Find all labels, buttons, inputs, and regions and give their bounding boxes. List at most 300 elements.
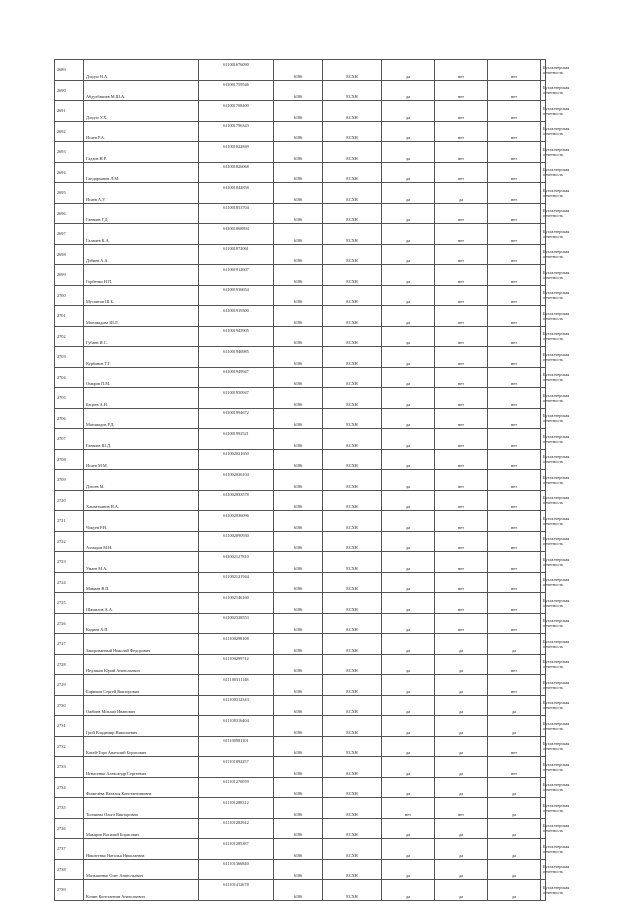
taxpayer-name-cell: Абдулбакиев М.Ш.А. xyxy=(84,80,199,101)
flag-a-cell: да xyxy=(382,449,435,470)
row-number-cell: 2703 xyxy=(55,347,84,368)
flag-b-cell: да xyxy=(435,695,488,716)
flag-a-cell: нет xyxy=(382,798,435,819)
flag-c-cell: нет xyxy=(488,511,541,532)
flag-a-cell: да xyxy=(382,675,435,696)
inn-number-cell: 611001994672 xyxy=(199,408,274,429)
tax-office-code-cell: 6186 xyxy=(274,60,323,81)
taxpayer-name-cell: Умаев М.А. xyxy=(84,552,199,573)
tax-office-code-cell: 6186 xyxy=(274,285,323,306)
tax-regime-cell: ЕСХН xyxy=(323,859,382,880)
report-type-cell: Бухгалтерская отчетность xyxy=(541,449,546,470)
report-type-cell: Бухгалтерская отчетность xyxy=(541,183,546,204)
table-row xyxy=(55,634,546,655)
flag-a-cell: да xyxy=(382,347,435,368)
flag-b-cell: да xyxy=(435,736,488,757)
flag-c-cell: нет xyxy=(488,60,541,81)
taxpayer-name-cell: Дзгоев М. xyxy=(84,470,199,491)
inn-number-cell: 611101285387 xyxy=(199,839,274,860)
inn-number-cell: 611002026104 xyxy=(199,470,274,491)
report-type-cell: Бухгалтерская отчетность xyxy=(541,798,546,819)
taxpayer-name-cell: Хамзатханов Н.А. xyxy=(84,490,199,511)
flag-a-cell: да xyxy=(382,511,435,532)
inn-number-cell: 611001950947 xyxy=(199,388,274,409)
flag-c-cell: нет xyxy=(488,613,541,634)
flag-a-cell: да xyxy=(382,60,435,81)
flag-a-cell: да xyxy=(382,716,435,737)
row-number-cell: 2727 xyxy=(55,634,84,655)
report-type-cell: Бухгалтерская отчетность xyxy=(541,593,546,614)
tax-office-code-cell: 6186 xyxy=(274,101,323,122)
flag-b-cell: да xyxy=(435,839,488,860)
tax-office-code-cell: 6186 xyxy=(274,511,323,532)
tax-office-code-cell: 6186 xyxy=(274,675,323,696)
taxpayer-name-cell: Фомичёва Наталья Константиновна xyxy=(84,777,199,798)
inn-number-cell: 611101282942 xyxy=(199,818,274,839)
flag-a-cell: да xyxy=(382,490,435,511)
report-type-cell: Бухгалтерская отчетность xyxy=(541,716,546,737)
tax-office-code-cell: 6186 xyxy=(274,818,323,839)
taxpayer-name-cell: Чокуев Р.Н. xyxy=(84,511,199,532)
row-number-cell: 2689 xyxy=(55,60,84,81)
report-type-cell: Бухгалтерская отчетность xyxy=(541,388,546,409)
flag-c-cell: нет xyxy=(488,142,541,163)
flag-a-cell: да xyxy=(382,142,435,163)
flag-c-cell: нет xyxy=(488,121,541,142)
flag-b-cell: нет xyxy=(435,470,488,491)
tax-regime-cell: ЕСХН xyxy=(323,511,382,532)
report-type-cell: Бухгалтерская отчетность xyxy=(541,203,546,224)
row-number-cell: 2731 xyxy=(55,716,84,737)
tax-office-code-cell: 6186 xyxy=(274,449,323,470)
report-type-cell: Бухгалтерская отчетность xyxy=(541,695,546,716)
flag-c-cell: нет xyxy=(488,162,541,183)
table-row xyxy=(55,736,546,757)
table-row xyxy=(55,408,546,429)
inn-number-cell: 611001759546 xyxy=(199,80,274,101)
taxpayer-name-cell: Гаевиев Ш.Д. xyxy=(84,429,199,450)
inn-number-cell: 611001919300 xyxy=(199,306,274,327)
inn-number-cell: 611001768400 xyxy=(199,101,274,122)
tax-office-code-cell: 6186 xyxy=(274,613,323,634)
inn-number-cell: 611001945905 xyxy=(199,326,274,347)
flag-c-cell: нет xyxy=(488,265,541,286)
tax-regime-cell: ЕСХН xyxy=(323,531,382,552)
inn-number-cell: 611001912607 xyxy=(199,265,274,286)
row-number-cell: 2700 xyxy=(55,285,84,306)
taxpayer-name-cell: Омаров П.М. xyxy=(84,367,199,388)
taxpayer-name-cell: Ахмадов М.Н. xyxy=(84,531,199,552)
report-type-cell: Бухгалтерская отчетность xyxy=(541,572,546,593)
flag-b-cell: нет xyxy=(435,490,488,511)
inn-number-cell: 611101366840 xyxy=(199,859,274,880)
flag-c-cell: нет xyxy=(488,675,541,696)
report-type-cell: Бухгалтерская отчетность xyxy=(541,757,546,778)
taxpayer-name-cell: Мамаев В.П. xyxy=(84,572,199,593)
flag-a-cell: да xyxy=(382,880,435,901)
inn-number-cell: 611001992521 xyxy=(199,429,274,450)
flag-b-cell: да xyxy=(435,818,488,839)
flag-c-cell: да xyxy=(488,859,541,880)
taxpayer-name-cell: Исаев А.У. xyxy=(84,183,199,204)
tax-regime-cell: ЕСХН xyxy=(323,839,382,860)
inn-number-cell: 611001676090 xyxy=(199,60,274,81)
flag-c-cell: нет xyxy=(488,572,541,593)
row-number-cell: 2701 xyxy=(55,306,84,327)
table-row xyxy=(55,162,546,183)
flag-a-cell: да xyxy=(382,265,435,286)
flag-a-cell: да xyxy=(382,736,435,757)
tax-office-code-cell: 6186 xyxy=(274,634,323,655)
tax-regime-cell: ЕСХН xyxy=(323,408,382,429)
flag-a-cell: да xyxy=(382,121,435,142)
row-number-cell: 2726 xyxy=(55,613,84,634)
tax-regime-cell: ЕСХН xyxy=(323,654,382,675)
flag-c-cell: нет xyxy=(488,388,541,409)
flag-a-cell: да xyxy=(382,757,435,778)
row-number-cell: 2706 xyxy=(55,408,84,429)
taxpayer-name-cell: Исаев Р.А. xyxy=(84,121,199,142)
inn-number-cell: 611101092257 xyxy=(199,757,274,778)
taxpayer-name-cell: Дзодзо У.Х. xyxy=(84,101,199,122)
flag-c-cell: нет xyxy=(488,203,541,224)
table-row xyxy=(55,101,546,122)
flag-b-cell: нет xyxy=(435,306,488,327)
flag-a-cell: да xyxy=(382,101,435,122)
report-type-cell: Бухгалтерская отчетность xyxy=(541,347,546,368)
row-number-cell: 2728 xyxy=(55,654,84,675)
report-type-cell: Бухгалтерская отчетность xyxy=(541,285,546,306)
flag-c-cell: да xyxy=(488,818,541,839)
table-row xyxy=(55,203,546,224)
inn-number-cell: 611002021650 xyxy=(199,449,274,470)
tax-office-code-cell: 6186 xyxy=(274,347,323,368)
report-type-cell: Бухгалтерская отчетность xyxy=(541,777,546,798)
taxpayer-name-cell: Магомадов Р.Д. xyxy=(84,408,199,429)
tax-office-code-cell: 6186 xyxy=(274,716,323,737)
report-type-cell: Бухгалтерская отчетность xyxy=(541,80,546,101)
tax-regime-cell: ЕСХН xyxy=(323,757,382,778)
flag-b-cell: нет xyxy=(435,552,488,573)
row-number-cell: 2705 xyxy=(55,388,84,409)
tax-office-code-cell: 6186 xyxy=(274,490,323,511)
tax-office-code-cell: 6186 xyxy=(274,306,323,327)
row-number-cell: 2696 xyxy=(55,203,84,224)
flag-a-cell: да xyxy=(382,367,435,388)
report-type-cell: Бухгалтерская отчетность xyxy=(541,511,546,532)
report-type-cell: Бухгалтерская отчетность xyxy=(541,859,546,880)
tax-office-code-cell: 6186 xyxy=(274,859,323,880)
flag-b-cell: нет xyxy=(435,572,488,593)
flag-c-cell: да xyxy=(488,777,541,798)
report-type-cell: Бухгалтерская отчетность xyxy=(541,613,546,634)
flag-a-cell: да xyxy=(382,839,435,860)
report-type-cell: Бухгалтерская отчетность xyxy=(541,634,546,655)
row-number-cell: 2692 xyxy=(55,121,84,142)
report-type-cell: Бухгалтерская отчетность xyxy=(541,306,546,327)
table-row xyxy=(55,449,546,470)
table-row xyxy=(55,511,546,532)
flag-c-cell: нет xyxy=(488,654,541,675)
tax-office-code-cell: 6186 xyxy=(274,654,323,675)
taxpayer-name-cell: Ожбиев Михаил Иванович xyxy=(84,695,199,716)
flag-b-cell: нет xyxy=(435,265,488,286)
flag-b-cell: нет xyxy=(435,244,488,265)
row-number-cell: 2739 xyxy=(55,880,84,901)
tax-regime-cell: ЕСХН xyxy=(323,429,382,450)
flag-b-cell: нет xyxy=(435,408,488,429)
report-type-cell: Бухгалтерская отчетность xyxy=(541,265,546,286)
tax-office-code-cell: 6186 xyxy=(274,593,323,614)
taxpayer-name-cell: Горбенко Н.П. xyxy=(84,265,199,286)
row-number-cell: 2722 xyxy=(55,531,84,552)
tax-office-code-cell: 6186 xyxy=(274,429,323,450)
flag-c-cell: нет xyxy=(488,244,541,265)
table-row xyxy=(55,654,546,675)
row-number-cell: 2733 xyxy=(55,757,84,778)
tax-regime-cell: ЕСХН xyxy=(323,203,382,224)
taxpayer-name-cell: Магомадова Ш.Л. xyxy=(84,306,199,327)
flag-a-cell: да xyxy=(382,634,435,655)
tax-regime-cell: ЕСХН xyxy=(323,121,382,142)
taxpayer-table xyxy=(54,59,570,901)
flag-b-cell: нет xyxy=(435,285,488,306)
row-number-cell: 2699 xyxy=(55,265,84,286)
tax-regime-cell: ЕСХН xyxy=(323,367,382,388)
taxpayer-name-cell: Шамилов А.А. xyxy=(84,593,199,614)
row-number-cell: 2730 xyxy=(55,695,84,716)
taxpayer-name-cell: Дзбиев А.А. xyxy=(84,244,199,265)
flag-c-cell: нет xyxy=(488,490,541,511)
taxpayer-name-cell: Кочин Константин Анатольевич xyxy=(84,880,199,901)
flag-a-cell: да xyxy=(382,572,435,593)
report-type-cell: Бухгалтерская отчетность xyxy=(541,531,546,552)
taxpayer-name-cell: Топчиева Ольга Викторовна xyxy=(84,798,199,819)
tax-regime-cell: ЕСХН xyxy=(323,572,382,593)
inn-number-cell: 611001872061 xyxy=(199,244,274,265)
tax-regime-cell: ЕСХН xyxy=(323,265,382,286)
taxpayer-name-cell: Губаев И.С. xyxy=(84,326,199,347)
tax-regime-cell: ЕСХН xyxy=(323,449,382,470)
flag-a-cell: да xyxy=(382,593,435,614)
flag-b-cell: нет xyxy=(435,511,488,532)
table-row xyxy=(55,716,546,737)
table-row xyxy=(55,490,546,511)
row-number-cell: 2723 xyxy=(55,552,84,573)
flag-c-cell: да xyxy=(488,716,541,737)
row-number-cell: 2732 xyxy=(55,736,84,757)
inn-number-cell: 611101270059 xyxy=(199,777,274,798)
flag-c-cell: нет xyxy=(488,449,541,470)
flag-a-cell: да xyxy=(382,244,435,265)
table-row xyxy=(55,388,546,409)
report-type-cell: Бухгалтерская отчетность xyxy=(541,244,546,265)
table-row xyxy=(55,470,546,491)
taxpayer-name-cell: Бирюков Сергей Викторович xyxy=(84,675,199,696)
tax-regime-cell: ЕСХН xyxy=(323,142,382,163)
tax-regime-cell: ЕСХН xyxy=(323,285,382,306)
flag-b-cell: да xyxy=(435,757,488,778)
flag-b-cell: да xyxy=(435,183,488,204)
row-number-cell: 2729 xyxy=(55,675,84,696)
taxpayer-name-cell: Катай-Тора Анатолий Борисович xyxy=(84,736,199,757)
tax-office-code-cell: 6186 xyxy=(274,80,323,101)
inn-number-cell: 611100316404 xyxy=(199,716,274,737)
row-number-cell: 2736 xyxy=(55,818,84,839)
tax-office-code-cell: 6186 xyxy=(274,572,323,593)
report-type-cell: Бухгалтерская отчетность xyxy=(541,429,546,450)
flag-c-cell: нет xyxy=(488,470,541,491)
tax-office-code-cell: 6186 xyxy=(274,798,323,819)
table-row xyxy=(55,757,546,778)
taxpayer-name-cell: Гаевиев Г.Д. xyxy=(84,203,199,224)
inn-number-cell: 611002090930 xyxy=(199,531,274,552)
flag-c-cell: нет xyxy=(488,531,541,552)
flag-b-cell: нет xyxy=(435,531,488,552)
tax-regime-cell: ЕСХН xyxy=(323,675,382,696)
inn-number-cell: 611001842858 xyxy=(199,183,274,204)
inn-number-cell: 611002036096 xyxy=(199,511,274,532)
report-type-cell: Бухгалтерская отчетность xyxy=(541,470,546,491)
inn-number-cell: 611101412678 xyxy=(199,880,274,901)
table-row xyxy=(55,552,546,573)
flag-b-cell: нет xyxy=(435,613,488,634)
taxpayer-name-cell: Кадиев А.П. xyxy=(84,613,199,634)
report-type-cell: Бухгалтерская отчетность xyxy=(541,880,546,901)
flag-b-cell: нет xyxy=(435,429,488,450)
flag-b-cell: нет xyxy=(435,121,488,142)
row-number-cell: 2708 xyxy=(55,449,84,470)
taxpayer-name-cell: Никитенко Наталья Николаевна xyxy=(84,839,199,860)
report-type-cell: Бухгалтерская отчетность xyxy=(541,818,546,839)
tax-regime-cell: ЕСХН xyxy=(323,798,382,819)
row-number-cell: 2724 xyxy=(55,572,84,593)
tax-office-code-cell: 6186 xyxy=(274,408,323,429)
inn-number-cell: 611002328553 xyxy=(199,613,274,634)
tax-regime-cell: ЕСХН xyxy=(323,326,382,347)
taxpayer-name-cell: Грой Владимир Николаевич xyxy=(84,716,199,737)
table-row xyxy=(55,265,546,286)
table-body xyxy=(55,60,570,901)
report-type-cell: Бухгалтерская отчетность xyxy=(541,326,546,347)
table-row xyxy=(55,798,546,819)
inn-number-cell: 611001822849 xyxy=(199,142,274,163)
document-page xyxy=(54,59,570,901)
tax-regime-cell: ЕСХН xyxy=(323,60,382,81)
taxpayer-name-cell: Гадзов Н.Р. xyxy=(84,142,199,163)
inn-number-cell: 611101288312 xyxy=(199,798,274,819)
flag-c-cell: нет xyxy=(488,429,541,450)
flag-b-cell: нет xyxy=(435,388,488,409)
inn-number-cell: 611001949947 xyxy=(199,367,274,388)
tax-regime-cell: ЕСХН xyxy=(323,347,382,368)
report-type-cell: Бухгалтерская отчетность xyxy=(541,736,546,757)
table-row xyxy=(55,224,546,245)
report-type-cell: Бухгалтерская отчетность xyxy=(541,654,546,675)
flag-b-cell: нет xyxy=(435,162,488,183)
flag-c-cell: нет xyxy=(488,736,541,757)
taxpayer-name-cell: Макаров Василий Борисович xyxy=(84,818,199,839)
flag-c-cell: нет xyxy=(488,757,541,778)
flag-a-cell: да xyxy=(382,552,435,573)
inn-number-cell: 611100299712 xyxy=(199,654,274,675)
flag-b-cell: нет xyxy=(435,224,488,245)
tax-office-code-cell: 6186 xyxy=(274,777,323,798)
tax-regime-cell: ЕСХН xyxy=(323,101,382,122)
flag-b-cell: да xyxy=(435,777,488,798)
inn-number-cell: 611001916654 xyxy=(199,285,274,306)
tax-regime-cell: ЕСХН xyxy=(323,736,382,757)
row-number-cell: 2707 xyxy=(55,429,84,450)
report-type-cell: Бухгалтерская отчетность xyxy=(541,408,546,429)
table-row xyxy=(55,675,546,696)
tax-regime-cell: ЕСХН xyxy=(323,183,382,204)
flag-a-cell: да xyxy=(382,613,435,634)
tax-office-code-cell: 6186 xyxy=(274,203,323,224)
inn-number-cell: 611100311148 xyxy=(199,675,274,696)
tax-office-code-cell: 6186 xyxy=(274,470,323,491)
flag-a-cell: да xyxy=(382,183,435,204)
tax-office-code-cell: 6186 xyxy=(274,388,323,409)
flag-b-cell: нет xyxy=(435,203,488,224)
tax-regime-cell: ЕСХН xyxy=(323,613,382,634)
row-number-cell: 2695 xyxy=(55,183,84,204)
taxpayer-name-cell: Галаиев К.А. xyxy=(84,224,199,245)
flag-a-cell: да xyxy=(382,285,435,306)
table-row xyxy=(55,306,546,327)
flag-b-cell: нет xyxy=(435,60,488,81)
table-row xyxy=(55,613,546,634)
table-row xyxy=(55,880,546,901)
flag-c-cell: да xyxy=(488,695,541,716)
flag-a-cell: да xyxy=(382,162,435,183)
inn-number-cell: 611001946985 xyxy=(199,347,274,368)
flag-c-cell: нет xyxy=(488,285,541,306)
row-number-cell: 2697 xyxy=(55,224,84,245)
flag-c-cell: нет xyxy=(488,224,541,245)
tax-regime-cell: ЕСХН xyxy=(323,880,382,901)
flag-c-cell: нет xyxy=(488,183,541,204)
table-row xyxy=(55,531,546,552)
inn-number-cell: 611001796343 xyxy=(199,121,274,142)
inn-number-cell: 611001868894 xyxy=(199,224,274,245)
flag-b-cell: нет xyxy=(435,367,488,388)
tax-regime-cell: ЕСХН xyxy=(323,634,382,655)
table-row xyxy=(55,839,546,860)
row-number-cell: 2721 xyxy=(55,511,84,532)
row-number-cell: 2694 xyxy=(55,162,84,183)
inn-number-cell: 611002146160 xyxy=(199,593,274,614)
table-row xyxy=(55,818,546,839)
flag-c-cell: да xyxy=(488,880,541,901)
row-number-cell: 2702 xyxy=(55,326,84,347)
table-row xyxy=(55,347,546,368)
flag-c-cell: нет xyxy=(488,593,541,614)
inn-number-cell: 611002033578 xyxy=(199,490,274,511)
flag-c-cell: нет xyxy=(488,306,541,327)
flag-a-cell: да xyxy=(382,388,435,409)
flag-c-cell: нет xyxy=(488,408,541,429)
row-number-cell: 2734 xyxy=(55,777,84,798)
flag-b-cell: нет xyxy=(435,449,488,470)
flag-b-cell: нет xyxy=(435,593,488,614)
report-type-cell: Бухгалтерская отчетность xyxy=(541,121,546,142)
taxpayer-name-cell: Мусаитов Ш.Б. xyxy=(84,285,199,306)
taxpayer-name-cell: Исаев М.М. xyxy=(84,449,199,470)
flag-c-cell: да xyxy=(488,634,541,655)
flag-c-cell: нет xyxy=(488,367,541,388)
tax-regime-cell: ЕСХН xyxy=(323,80,382,101)
